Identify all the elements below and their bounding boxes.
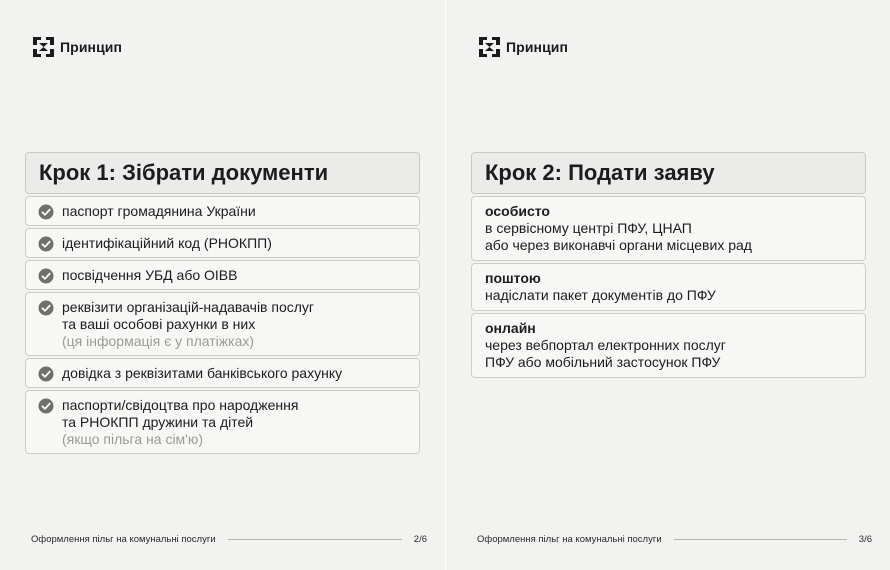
- check-circle-icon: [38, 268, 54, 284]
- method-title: поштою: [485, 270, 541, 286]
- check-circle-icon: [38, 366, 54, 382]
- document-item: [25, 228, 420, 258]
- item-line: ідентифікаційний код (РНОКПП): [62, 235, 272, 251]
- brand-logo: [479, 37, 568, 57]
- method-line: або через виконавчі органи місцевих рад: [485, 237, 752, 253]
- item-line: реквізити організацій-надавачів послуг: [62, 299, 315, 315]
- brand-logo-icon: [33, 37, 54, 57]
- document-item: [25, 358, 420, 388]
- check-circle-icon: [38, 236, 54, 252]
- method-line: ПФУ або мобільний застосунок ПФУ: [485, 354, 721, 370]
- submission-method: [471, 196, 866, 261]
- step-title: Крок 2: Подати заяву: [471, 152, 866, 194]
- item-line: довідка з реквізитами банківського рахунку: [62, 365, 343, 381]
- slide-footer: [477, 534, 872, 545]
- document-item: [25, 390, 420, 454]
- slide-footer: [31, 534, 427, 545]
- item-line: паспорти/свідоцтва про народження: [62, 397, 299, 413]
- check-circle-icon: [38, 398, 54, 414]
- step-card: [471, 152, 866, 378]
- item-line: та ваші особові рахунки в них: [62, 316, 256, 332]
- item-note: (ця інформація є у платіжках): [62, 333, 255, 349]
- footer-divider: [228, 539, 402, 540]
- brand-name: Принцип: [60, 39, 123, 55]
- page-number: 2/6: [413, 534, 427, 545]
- document-item: [25, 196, 420, 226]
- method-line: через вебпортал електронних послуг: [485, 337, 726, 353]
- brand-logo-icon: [479, 37, 500, 57]
- method-title: онлайн: [485, 320, 536, 336]
- page-number: 3/6: [858, 534, 872, 545]
- footer-title: Оформлення пільг на комунальні послуги: [477, 534, 662, 545]
- item-line: та РНОКПП дружини та дітей: [62, 414, 254, 430]
- method-title: особисто: [485, 203, 550, 219]
- submission-method: [471, 263, 866, 311]
- document-item: [25, 292, 420, 356]
- brand-name: Принцип: [506, 39, 569, 55]
- check-circle-icon: [38, 204, 54, 220]
- document-item: [25, 260, 420, 290]
- slide-step-2: [445, 0, 890, 570]
- method-line: надіслати пакет документів до ПФУ: [485, 287, 716, 303]
- item-note: (якщо пільга на сім'ю): [62, 431, 204, 447]
- footer-title: Оформлення пільг на комунальні послуги: [31, 534, 216, 545]
- submission-method: [471, 313, 866, 378]
- check-circle-icon: [38, 300, 54, 316]
- brand-logo: [33, 37, 122, 57]
- footer-divider: [674, 539, 847, 540]
- item-line: посвідчення УБД або ОІВВ: [62, 267, 238, 283]
- method-line: в сервісному центрі ПФУ, ЦНАП: [485, 220, 692, 236]
- item-line: паспорт громадянина України: [62, 203, 256, 219]
- step-title: Крок 1: Зібрати документи: [25, 152, 420, 194]
- step-card: [25, 152, 420, 454]
